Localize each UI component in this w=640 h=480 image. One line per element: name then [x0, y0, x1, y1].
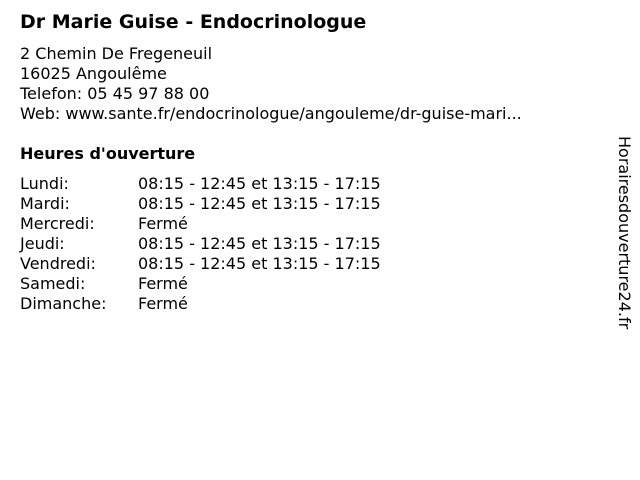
contact-info — [20, 44, 522, 124]
brand-watermark — [613, 136, 633, 372]
day-label: Mardi: — [20, 194, 70, 213]
hours-row-mardi — [20, 194, 381, 214]
hours-heading: Heures d'ouverture — [20, 144, 196, 163]
page-title: Dr Marie Guise - Endocrinologue — [20, 11, 367, 33]
time-value: Fermé — [138, 274, 188, 293]
day-label: Samedi: — [20, 274, 86, 293]
hours-row-vendredi — [20, 254, 381, 274]
time-value: Fermé — [138, 294, 188, 313]
day-label: Vendredi: — [20, 254, 96, 273]
hours-row-jeudi — [20, 234, 381, 254]
hours-row-mercredi — [20, 214, 381, 234]
hours-row-dimanche — [20, 294, 381, 314]
street-address: 2 Chemin De Fregeneuil — [20, 44, 213, 63]
city-postcode: 16025 Angoulême — [20, 64, 167, 83]
day-label: Lundi: — [20, 174, 69, 193]
hours-row-lundi — [20, 174, 381, 194]
time-value: 08:15 - 12:45 et 13:15 - 17:15 — [138, 234, 381, 253]
time-value: 08:15 - 12:45 et 13:15 - 17:15 — [138, 174, 381, 193]
hours-row-samedi — [20, 274, 381, 294]
day-label: Jeudi: — [20, 234, 65, 253]
phone-number: Telefon: 05 45 97 88 00 — [20, 84, 210, 103]
time-value: 08:15 - 12:45 et 13:15 - 17:15 — [138, 254, 381, 273]
hours-table — [20, 174, 381, 314]
time-value: 08:15 - 12:45 et 13:15 - 17:15 — [138, 194, 381, 213]
time-value: Fermé — [138, 214, 188, 233]
brand-text: Horairesdouverture24.fr — [615, 136, 634, 330]
day-label: Mercredi: — [20, 214, 95, 233]
day-label: Dimanche: — [20, 294, 107, 313]
website-link[interactable]: Web: www.sante.fr/endocrinologue/angouleme/dr-guise-mari... — [20, 104, 522, 123]
